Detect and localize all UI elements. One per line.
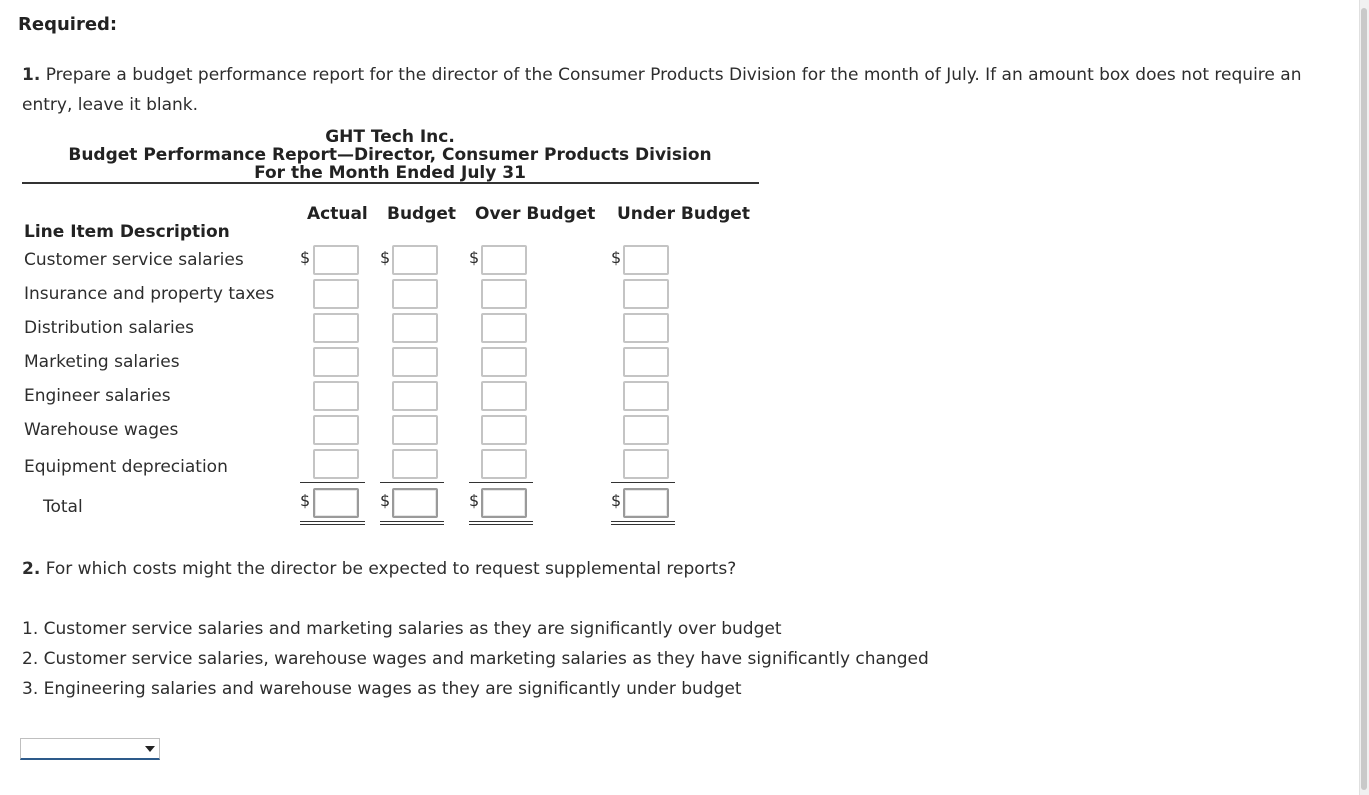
answer-dropdown[interactable] <box>20 738 160 760</box>
column-header-actual: Actual <box>307 204 368 224</box>
row-label-total: Total <box>43 497 83 517</box>
row-label-equipment-depreciation: Equipment depreciation <box>24 457 228 477</box>
currency-symbol-first-row-actual: $ <box>300 248 311 267</box>
answer-dropdown-value <box>21 743 25 758</box>
amount-input-row5-budget[interactable] <box>392 381 438 411</box>
amount-input-row4-under-budget[interactable] <box>623 347 669 377</box>
question-1 <box>22 60 1342 120</box>
row-label-distribution-salaries: Distribution salaries <box>24 318 195 338</box>
amount-input-row7-actual[interactable] <box>313 449 359 479</box>
currency-symbol-total-over-budget: $ <box>469 491 480 510</box>
total-double-rule-over-budget <box>469 521 533 525</box>
row-label-marketing-salaries: Marketing salaries <box>24 352 180 372</box>
question-1-text: Prepare a budget performance report for the director of the Consumer Products Division for the month of July. If an amount box does not require an entry, leave it blank. <box>22 65 1302 115</box>
question-2-text: For which costs might the director be expected to request supplemental reports? <box>45 559 737 579</box>
amount-input-row7-budget[interactable] <box>392 449 438 479</box>
amount-input-row1-over-budget[interactable] <box>481 245 527 275</box>
amount-input-row3-budget[interactable] <box>392 313 438 343</box>
subtotal-rule-budget <box>380 482 444 483</box>
amount-input-row1-budget[interactable] <box>392 245 438 275</box>
amount-input-row2-under-budget[interactable] <box>623 279 669 309</box>
column-header-budget: Budget <box>387 204 457 224</box>
amount-input-row7-over-budget[interactable] <box>481 449 527 479</box>
currency-symbol-total-actual: $ <box>300 491 311 510</box>
report-period: For the Month Ended July 31 <box>254 163 526 183</box>
line-item-header: Line Item Description <box>24 222 230 242</box>
subtotal-rule-under-budget <box>611 482 675 483</box>
subtotal-rule-over-budget <box>469 482 533 483</box>
question-1-number: 1. <box>22 65 41 85</box>
choice-3: 3. Engineering salaries and warehouse wages as they are significantly under budget <box>22 679 742 699</box>
company-name: GHT Tech Inc. <box>325 127 455 147</box>
amount-input-row6-budget[interactable] <box>392 415 438 445</box>
choice-2: 2. Customer service salaries, warehouse wages and marketing salaries as they have significantly changed <box>22 649 929 669</box>
report-title: Budget Performance Report—Director, Consumer Products Division <box>68 145 712 165</box>
column-header-under-budget: Under Budget <box>617 204 750 224</box>
total-input-under-budget[interactable] <box>623 488 669 518</box>
amount-input-row2-budget[interactable] <box>392 279 438 309</box>
currency-symbol-total-budget: $ <box>380 491 391 510</box>
amount-input-row5-under-budget[interactable] <box>623 381 669 411</box>
required-heading: Required: <box>18 14 118 35</box>
question-2-number: 2. <box>22 559 41 579</box>
currency-symbol-first-row-budget: $ <box>380 248 391 267</box>
amount-input-row6-under-budget[interactable] <box>623 415 669 445</box>
row-label-engineer-salaries: Engineer salaries <box>24 386 171 406</box>
amount-input-row7-under-budget[interactable] <box>623 449 669 479</box>
currency-symbol-first-row-over-budget: $ <box>469 248 480 267</box>
currency-symbol-total-under-budget: $ <box>611 491 622 510</box>
question-2 <box>22 554 736 584</box>
total-input-actual[interactable] <box>313 488 359 518</box>
total-input-over-budget[interactable] <box>481 488 527 518</box>
subtotal-rule-actual <box>300 482 365 483</box>
total-double-rule-budget <box>380 521 444 525</box>
amount-input-row6-actual[interactable] <box>313 415 359 445</box>
row-label-insurance-property-taxes: Insurance and property taxes <box>24 284 275 304</box>
amount-input-row4-budget[interactable] <box>392 347 438 377</box>
header-rule <box>22 182 759 184</box>
amount-input-row1-actual[interactable] <box>313 245 359 275</box>
chevron-down-icon <box>145 746 155 752</box>
amount-input-row2-actual[interactable] <box>313 279 359 309</box>
row-label-warehouse-wages: Warehouse wages <box>24 420 179 440</box>
amount-input-row3-under-budget[interactable] <box>623 313 669 343</box>
total-double-rule-actual <box>300 521 365 525</box>
scrollbar-thumb[interactable] <box>1361 8 1367 790</box>
total-double-rule-under-budget <box>611 521 675 525</box>
total-input-budget[interactable] <box>392 488 438 518</box>
amount-input-row3-actual[interactable] <box>313 313 359 343</box>
amount-input-row1-under-budget[interactable] <box>623 245 669 275</box>
amount-input-row4-actual[interactable] <box>313 347 359 377</box>
amount-input-row6-over-budget[interactable] <box>481 415 527 445</box>
column-header-over-budget: Over Budget <box>475 204 596 224</box>
row-label-customer-service-salaries: Customer service salaries <box>24 250 244 270</box>
amount-input-row3-over-budget[interactable] <box>481 313 527 343</box>
amount-input-row5-over-budget[interactable] <box>481 381 527 411</box>
amount-input-row5-actual[interactable] <box>313 381 359 411</box>
choice-1: 1. Customer service salaries and marketing salaries as they are significantly over budget <box>22 619 782 639</box>
amount-input-row2-over-budget[interactable] <box>481 279 527 309</box>
amount-input-row4-over-budget[interactable] <box>481 347 527 377</box>
currency-symbol-first-row-under-budget: $ <box>611 248 622 267</box>
